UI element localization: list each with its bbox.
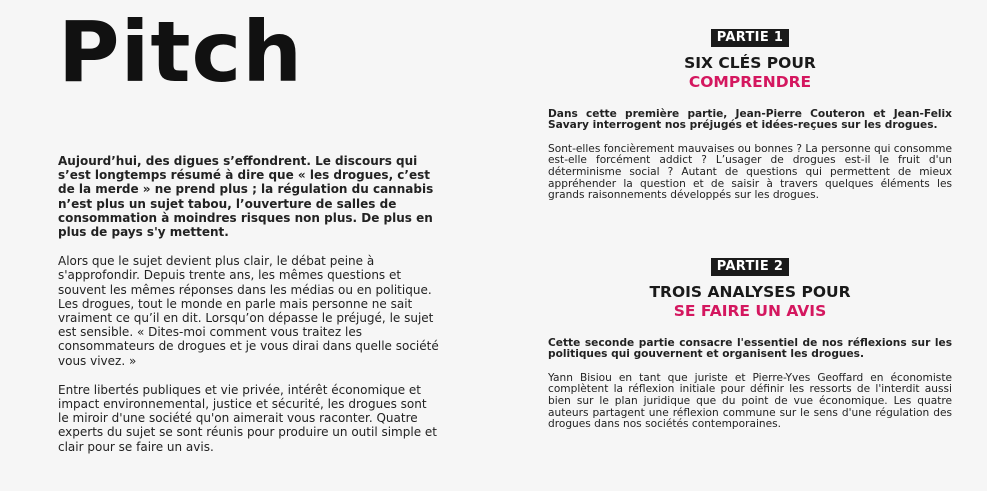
part2-heading-line2: SE FAIRE UN AVIS (673, 301, 827, 320)
part1-section (548, 29, 952, 214)
part2-heading (548, 283, 952, 321)
part2-body: Yann Bisiou en tant que juriste et Pierre-Yves Geoffard en économiste complètent la réflexion initiale pour définir les ressorts de l'interdit aussi bien sur le plan juridique que du point de vue économique. Les quatre auteurs partagent une réflexion commune sur le sens d'une régulation des drogues dans nos sociétés contemporaines. (548, 371, 952, 431)
part1-heading (548, 54, 952, 92)
part1-heading-line2: COMPRENDRE (688, 72, 812, 91)
part2-intro: Cette seconde partie consacre l'essentiel de nos réflexions sur les politiques qui gouvernent et organisent les drogues. (548, 336, 952, 361)
part1-intro: Dans cette première partie, Jean-Pierre Couteron et Jean-Felix Savary interrogent nos préjugés et idées-reçues sur les drogues. (548, 107, 952, 132)
pitch-body (58, 154, 440, 469)
part1-badge: PARTIE 1 (711, 29, 789, 47)
page-title: Pitch (58, 3, 304, 101)
part1-body: Sont-elles foncièrement mauvaises ou bonnes ? La personne qui consomme est-elle forcément addict ? L’usager de drogues est-il le fruit d'un déterminisme social ? Autant de questions qui permettent de mieux appréhender la question et de saisir à travers quelques éléments les grands raisonnements développés sur les drogues. (548, 142, 952, 202)
part2-heading-line1: TROIS ANALYSES POUR (649, 282, 851, 301)
part2-badge: PARTIE 2 (711, 258, 789, 276)
pitch-paragraph-1: Aujourd’hui, des digues s’effondrent. Le discours qui s’est longtemps résumé à dire que « les drogues, c’est de la merde » ne prend plus ; la régulation du cannabis n’est plus un sujet tabou, l’ouverture de salles de consommation à moindres risques non plus. De plus en plus de pays s'y mettent. (58, 154, 434, 240)
pitch-paragraph-2: Alors que le sujet devient plus clair, le débat peine à s'approfondir. Depuis trente ans, les mêmes questions et souvent les mêmes réponses dans les médias ou en politique. Les drogues, tout le monde en parle mais personne ne sait vraiment ce qu’il en dit. Lorsqu’on dépasse le préjugé, le sujet est sensible. « Dites-moi comment vous traitez les consommateurs de drogues et je vous dirai dans quelle société vous vivez. » (58, 254, 439, 368)
part1-heading-line1: SIX CLÉS POUR (684, 53, 816, 72)
pitch-paragraph-3: Entre libertés publiques et vie privée, intérêt économique et impact environnemental, justice et sécurité, les drogues sont le miroir d'une société qu'on aimerait vous raconter. Quatre experts du sujet se sont réunis pour produire un outil simple et clair pour se faire un avis. (58, 382, 437, 454)
part2-section (548, 258, 952, 443)
